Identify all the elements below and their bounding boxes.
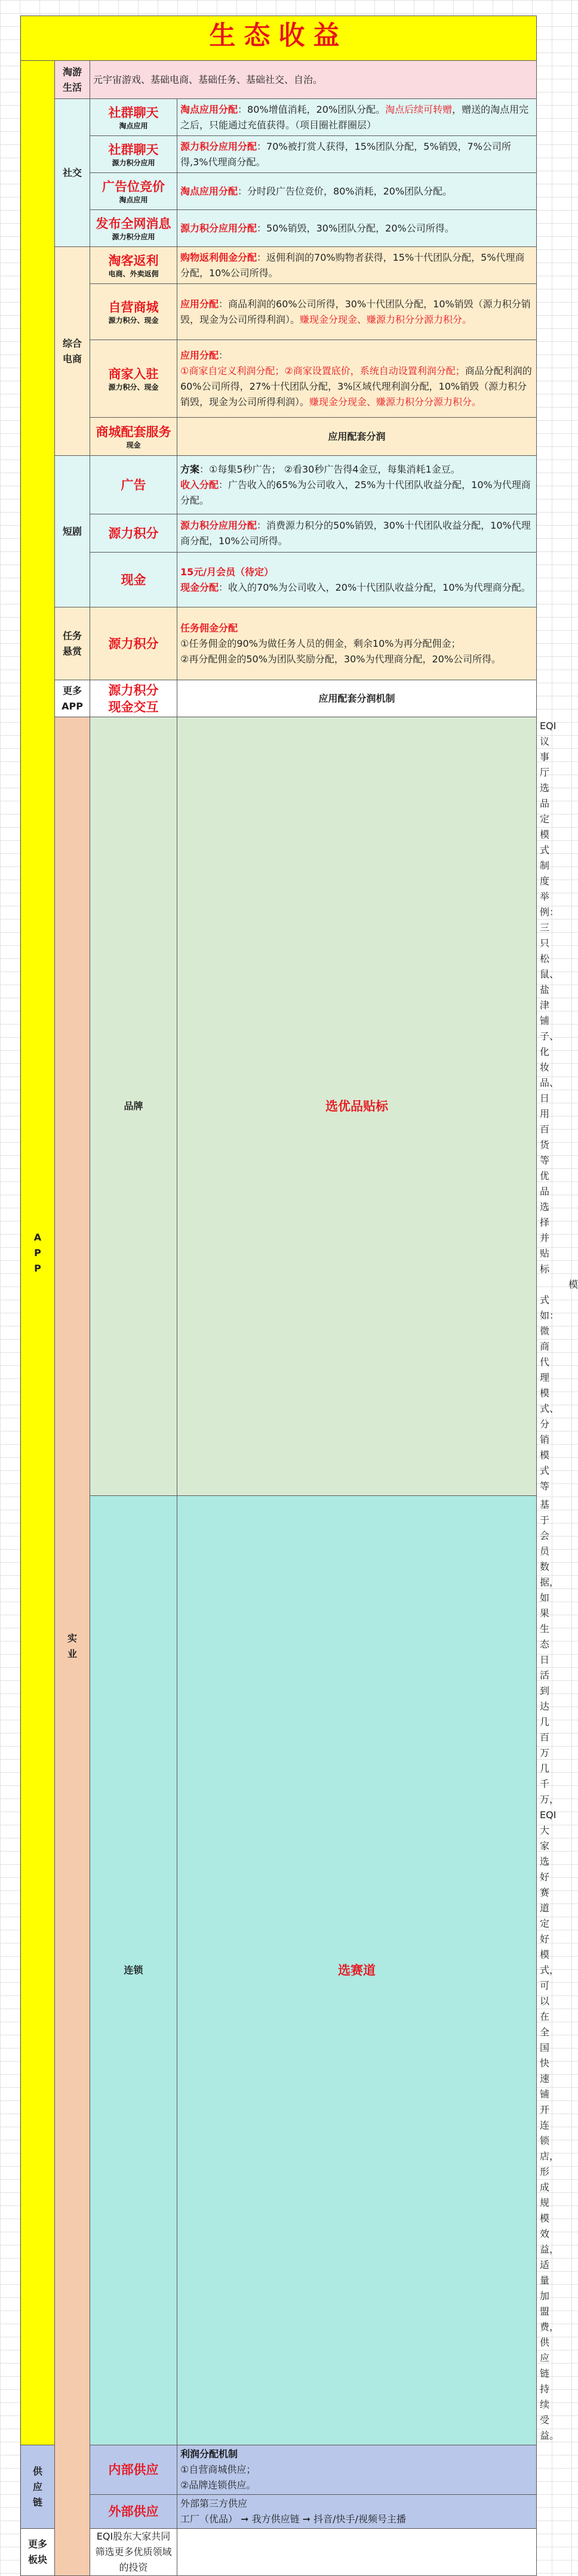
desc-text: EQI议事厅选品定模式制度 (540, 720, 557, 887)
desc-key: 收入分配 (180, 479, 219, 490)
item-waibu (90, 2495, 177, 2529)
item-name: 内部供应 (108, 2463, 159, 2477)
section-liansuo-label: 连锁 (90, 1496, 177, 2445)
desc-text: ：分时段广告位竞价，80%消耗，20%团队分配。 (238, 185, 453, 197)
item-guanggao (90, 456, 177, 514)
section-renwu-label-line: 任务 (62, 630, 82, 641)
desc-text: ②品牌连锁供应。 (180, 2479, 256, 2491)
item-note: 淘点应用 (119, 121, 148, 130)
section-more-app-label-line: 更多 (62, 684, 82, 696)
taoyou-desc-text: 元宇宙游戏、基础电商、基础任务、基础社交、自治。 (93, 73, 323, 85)
item-peitao (90, 418, 177, 456)
item-center-text: 应用配套分润机制 (177, 680, 537, 717)
item-note: 电商、外卖返佣 (108, 269, 159, 278)
desc-head: 利润分配机制 (180, 2448, 238, 2460)
item-name: 源力积分 (108, 636, 159, 651)
desc-text: ：商品利润的60%公司所得，30%十代团队分配，10%销毁（源力积分销毁，现金为公司所得利润）。 (180, 298, 531, 325)
section-taoyou-label-line: 淘游 (62, 66, 82, 78)
item-desc (177, 136, 537, 173)
category-shiye-char: 实 (67, 1633, 77, 1644)
section-gongying-label (21, 2445, 55, 2529)
item-note: 源力积分应用 (112, 232, 155, 241)
item-renwu-yuanli (90, 607, 177, 680)
section-taoyou-label (55, 61, 90, 99)
section-pinpai-label: 品牌 (90, 717, 177, 1496)
category-shiye-char: 业 (67, 1648, 77, 1659)
item-name: 自营商城 (108, 300, 159, 314)
item-fabu-xiaoxi (90, 210, 177, 247)
item-desc (177, 607, 537, 680)
section-more-bankuai-label-line: 板块 (27, 2554, 47, 2565)
section-dianshang-label (55, 247, 90, 456)
item-desc (177, 210, 537, 247)
desc-key: 应用分配 (180, 349, 219, 361)
category-app-letter: A (33, 1231, 42, 1243)
item-desc (177, 340, 537, 418)
item-name: 选赛道 (338, 1963, 376, 1977)
desc-highlight: 淘点后续可转赠 (385, 103, 453, 115)
section-shejiao-label: 社交 (55, 99, 90, 247)
item-yuanli (90, 514, 177, 553)
desc-text: ，赠送的淘点用完之后，只能通过充值获得。（项目圈社群圈层） (180, 103, 529, 131)
item-desc (177, 284, 537, 340)
desc-bold: 方案 (180, 463, 200, 475)
item-desc (177, 2495, 537, 2529)
section-gongying-label-line: 应 (32, 2481, 42, 2492)
category-app-letter: P (34, 1247, 41, 1258)
item-desc (177, 553, 537, 607)
desc-key: 现金分配 (180, 581, 219, 593)
page-title: 生态收益 (209, 20, 348, 51)
section-taoyou-desc (90, 61, 537, 99)
item-name: 商城配套服务 (96, 424, 171, 439)
item-desc (177, 514, 537, 553)
item-more-bankuai: EQI股东大家共同筛选更多优质领域的投资 (90, 2529, 177, 2576)
item-shequn-taodian (90, 99, 177, 136)
desc-text: ①自营商城供应； (180, 2464, 256, 2475)
item-center-text: 应用配套分润 (177, 418, 537, 456)
item-name: 选优品贴标 (325, 1099, 388, 1113)
desc-text: ：广告收入的65%为公司收入，25%为十代团队收益分配，10%为代理商分配。 (180, 479, 531, 506)
item-note: 现金 (126, 440, 141, 449)
item-guanggaowei (90, 173, 177, 210)
ecosystem-revenue-table (20, 16, 578, 2576)
item-desc (177, 99, 537, 136)
item-pinpai (177, 717, 537, 1496)
section-more-bankuai-label (21, 2529, 55, 2576)
item-note: 源力积分、现金 (108, 316, 159, 325)
desc-text: ：50%销毁，30%团队分配，20%公司所得。 (257, 222, 454, 234)
item-ziying (90, 284, 177, 340)
desc-key: 购物返利佣金分配 (180, 251, 257, 263)
item-empty (177, 2529, 537, 2576)
desc-key: 源力积分应用分配 (180, 140, 257, 152)
desc-text: ①任务佣金的90%为做任务人员的佣金，剩余10%为再分配佣金； (180, 637, 461, 649)
item-desc (177, 173, 537, 210)
section-gongying-label-line: 供 (32, 2465, 42, 2477)
item-desc (177, 247, 537, 284)
item-name: 外部供应 (108, 2504, 159, 2519)
desc-key: 淘点应用分配 (180, 185, 238, 197)
item-name: 发布全网消息 (96, 216, 171, 231)
desc-text: ：①每集5秒广告； ②看30秒广告得4金豆，每集消耗1金豆。 (199, 463, 460, 475)
item-xianjin (90, 553, 177, 607)
section-more-app-label (55, 680, 90, 717)
title-cell (21, 16, 537, 61)
category-app (21, 61, 55, 2445)
item-name: 商家入驻 (108, 366, 159, 381)
category-app-letter: P (34, 1262, 41, 1274)
desc-key: 源力积分应用分配 (180, 222, 257, 234)
item-name: 广告位竞价 (102, 179, 165, 194)
item-shequn-yuanli (90, 136, 177, 173)
section-taoyou-label-line: 生活 (62, 81, 82, 93)
item-desc (177, 456, 537, 514)
category-shiye (55, 717, 90, 2576)
desc-highlight: 赚现金分现金、赚源力积分分源力积分。 (300, 313, 472, 325)
section-renwu-label (55, 607, 90, 680)
desc-key: 源力积分应用分配 (180, 519, 257, 531)
section-dianshang-label-line: 综合 (62, 337, 82, 349)
section-dianshang-label-line: 电商 (62, 353, 82, 365)
item-desc (177, 2445, 537, 2495)
item-name: 源力积分 (108, 526, 159, 541)
desc-text: ：消费源力积分的50%销毁，30%十代团队收益分配，10%代理商分配，10%公司所得。 (180, 519, 531, 547)
desc-key: 应用分配 (180, 298, 219, 310)
section-duanju-label: 短剧 (55, 456, 90, 607)
item-note: 源力积分、现金 (108, 382, 159, 391)
desc-text: 举例：三只松鼠、盐津铺子、化妆品、日用百货等优品选择并贴标 (540, 891, 559, 1275)
item-name: 源力积分 (108, 683, 159, 698)
item-name: 现金交互 (108, 699, 159, 714)
desc-head: 任务佣金分配 (180, 622, 238, 634)
section-gongying-label-line: 链 (32, 2496, 42, 2508)
desc-text: ：70%被打赏人获得，15%团队分配，5%销毁，7%公司所得,3%代理商分配。 (180, 140, 511, 168)
desc-head: 15元/月会员（待定） (180, 566, 274, 578)
desc-text: 模式如：微商代理模式、分销模式等 (540, 1279, 578, 1492)
section-more-bankuai-label-line: 更多 (27, 2538, 47, 2550)
item-liansuo (177, 1496, 537, 2445)
item-name: 社群聊天 (108, 105, 159, 120)
item-note: 源力积分应用 (112, 158, 155, 167)
desc-text: 外部第三方供应 (180, 2498, 248, 2509)
desc-text: ：返佣利润的70%购物者获得，15%十代团队分配，5%代理商分配，10%公司所得。 (180, 251, 525, 279)
section-more-app-label-line: APP (62, 700, 83, 712)
desc-text: 基于会员数据，如果生态日活到达几百万几千万，EQI大家选好赛道定好模式，可以在全国快速铺开连锁店，形成规模效益，适量加盟费，供应链持续受益。 (540, 1499, 559, 2441)
item-neibu (90, 2445, 177, 2495)
item-name: 淘客返利 (108, 253, 159, 268)
desc-text: ： (219, 349, 229, 361)
desc-highlight: ①商家自定义利润分配；②商家设置底价，系统自动设置利润分配； (180, 365, 465, 377)
desc-text: 工厂（优品） ➞ 我方供应链 ➞ 抖音/快手/视频号主播 (180, 2513, 406, 2525)
item-note: 淘点应用 (119, 195, 148, 204)
item-taoke (90, 247, 177, 284)
desc-text: 商品分配利润的60%公司所得，27%十代团队分配，3%区域代理利润分配，10%销毁（源力积分销毁，现金为公司所得利润）。 (180, 365, 532, 408)
desc-text: ②再分配佣金的50%为团队奖励分配，30%为代理商分配，20%公司所得。 (180, 653, 502, 665)
desc-highlight: 赚现金分现金、赚源力积分分源力积分。 (309, 396, 482, 408)
desc-key: 淘点应用分配 (180, 103, 238, 115)
section-renwu-label-line: 悬赏 (62, 645, 82, 657)
item-name: 广告 (121, 477, 146, 492)
desc-text: ：收入的70%为公司收入，20%十代团队收益分配，10%为代理商分配。 (219, 581, 531, 593)
desc-text: ：80%增值消耗，20%团队分配。 (238, 103, 386, 115)
item-more-app (90, 680, 177, 717)
item-name: 现金 (121, 572, 146, 587)
item-name: 社群聊天 (108, 142, 159, 157)
item-shangjia (90, 340, 177, 418)
